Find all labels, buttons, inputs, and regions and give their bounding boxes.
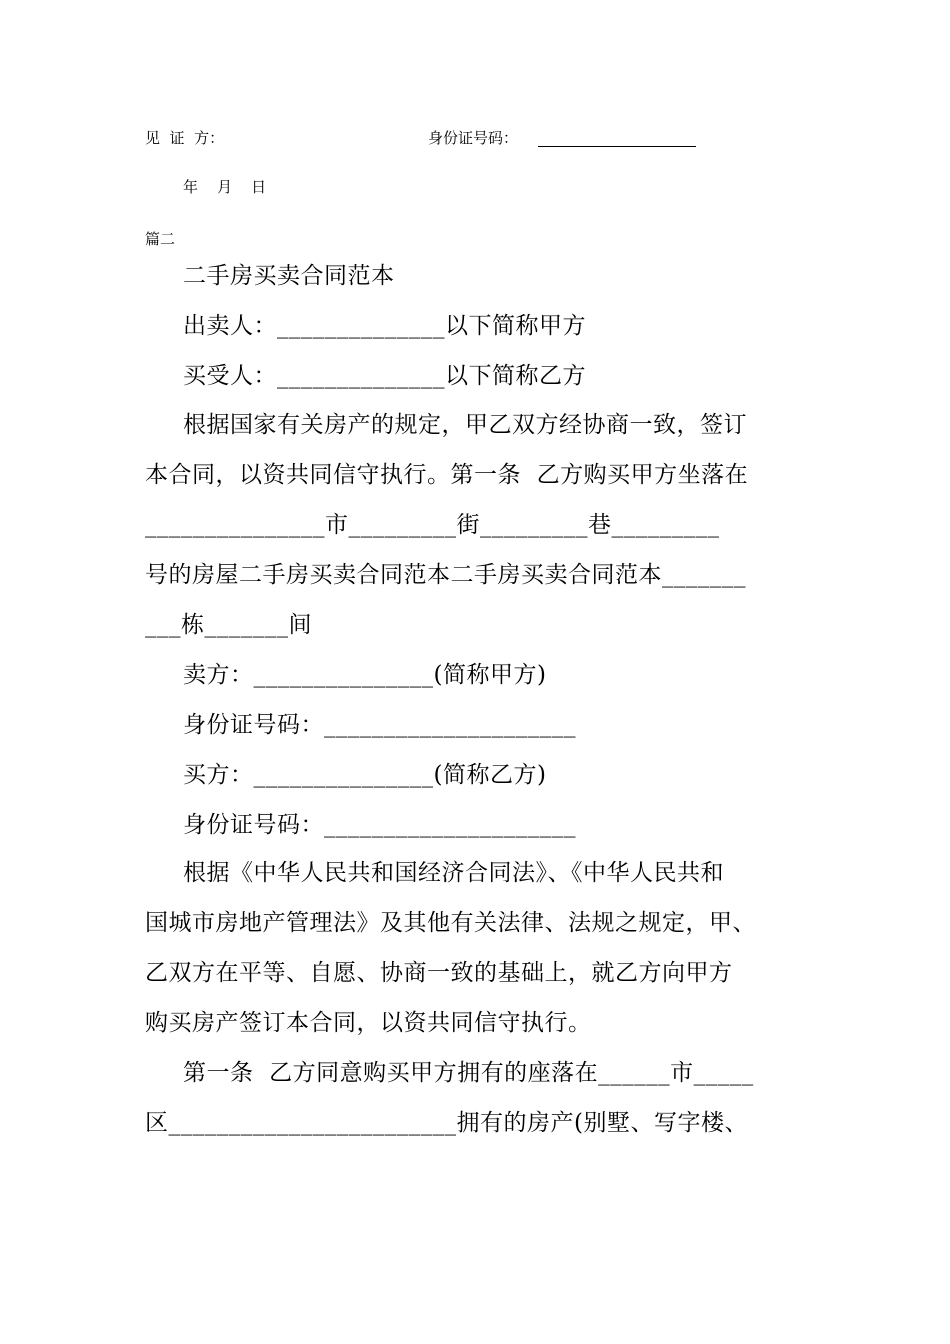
buyer-name-line: 买方：_______________(简称乙方) bbox=[183, 762, 547, 788]
section-title: 篇二 bbox=[145, 230, 176, 248]
contract-title: 二手房买卖合同范本 bbox=[183, 263, 395, 289]
paragraph-line: 本合同，以资共同信守执行。第一条 乙方购买甲方坐落在 bbox=[145, 462, 749, 488]
article-one-line: 第一条 乙方同意购买甲方拥有的座落在______市_____ bbox=[183, 1060, 754, 1086]
paragraph-line: 根据《中华人民共和国经济合同法》、《中华人民共和 bbox=[183, 860, 724, 886]
paragraph-line: 购买房产签订本合同，以资共同信守执行。 bbox=[145, 1010, 592, 1036]
seller-line: 出卖人：______________以下简称甲方 bbox=[183, 313, 586, 339]
article-one-line: 区________________________拥有的房产(别墅、写字楼、 bbox=[145, 1110, 748, 1136]
seller-name-line: 卖方：_______________(简称甲方) bbox=[183, 662, 547, 688]
id-number-label: 身份证号码： bbox=[428, 129, 519, 147]
seller-id-line: 身份证号码：_____________________ bbox=[183, 712, 576, 738]
buyer-line: 买受人：______________以下简称乙方 bbox=[183, 363, 586, 389]
date-line: 年 月 日 bbox=[183, 178, 267, 196]
id-number-blank bbox=[538, 146, 696, 147]
address-line: ___栋_______间 bbox=[145, 612, 312, 638]
paragraph-line: 根据国家有关房产的规定，甲乙双方经协商一致，签订 bbox=[183, 412, 747, 438]
paragraph-line: 乙双方在平等、自愿、协商一致的基础上，就乙方向甲方 bbox=[145, 960, 733, 986]
buyer-id-line: 身份证号码：_____________________ bbox=[183, 812, 576, 838]
witness-label: 见 证 方： bbox=[145, 129, 225, 147]
address-line: _______________市_________街_________巷_________ bbox=[145, 512, 720, 538]
paragraph-line: 国城市房地产管理法》及其他有关法律、法规之规定，甲、 bbox=[145, 910, 756, 936]
address-line: 号的房屋二手房买卖合同范本二手房买卖合同范本_______ bbox=[145, 562, 746, 588]
